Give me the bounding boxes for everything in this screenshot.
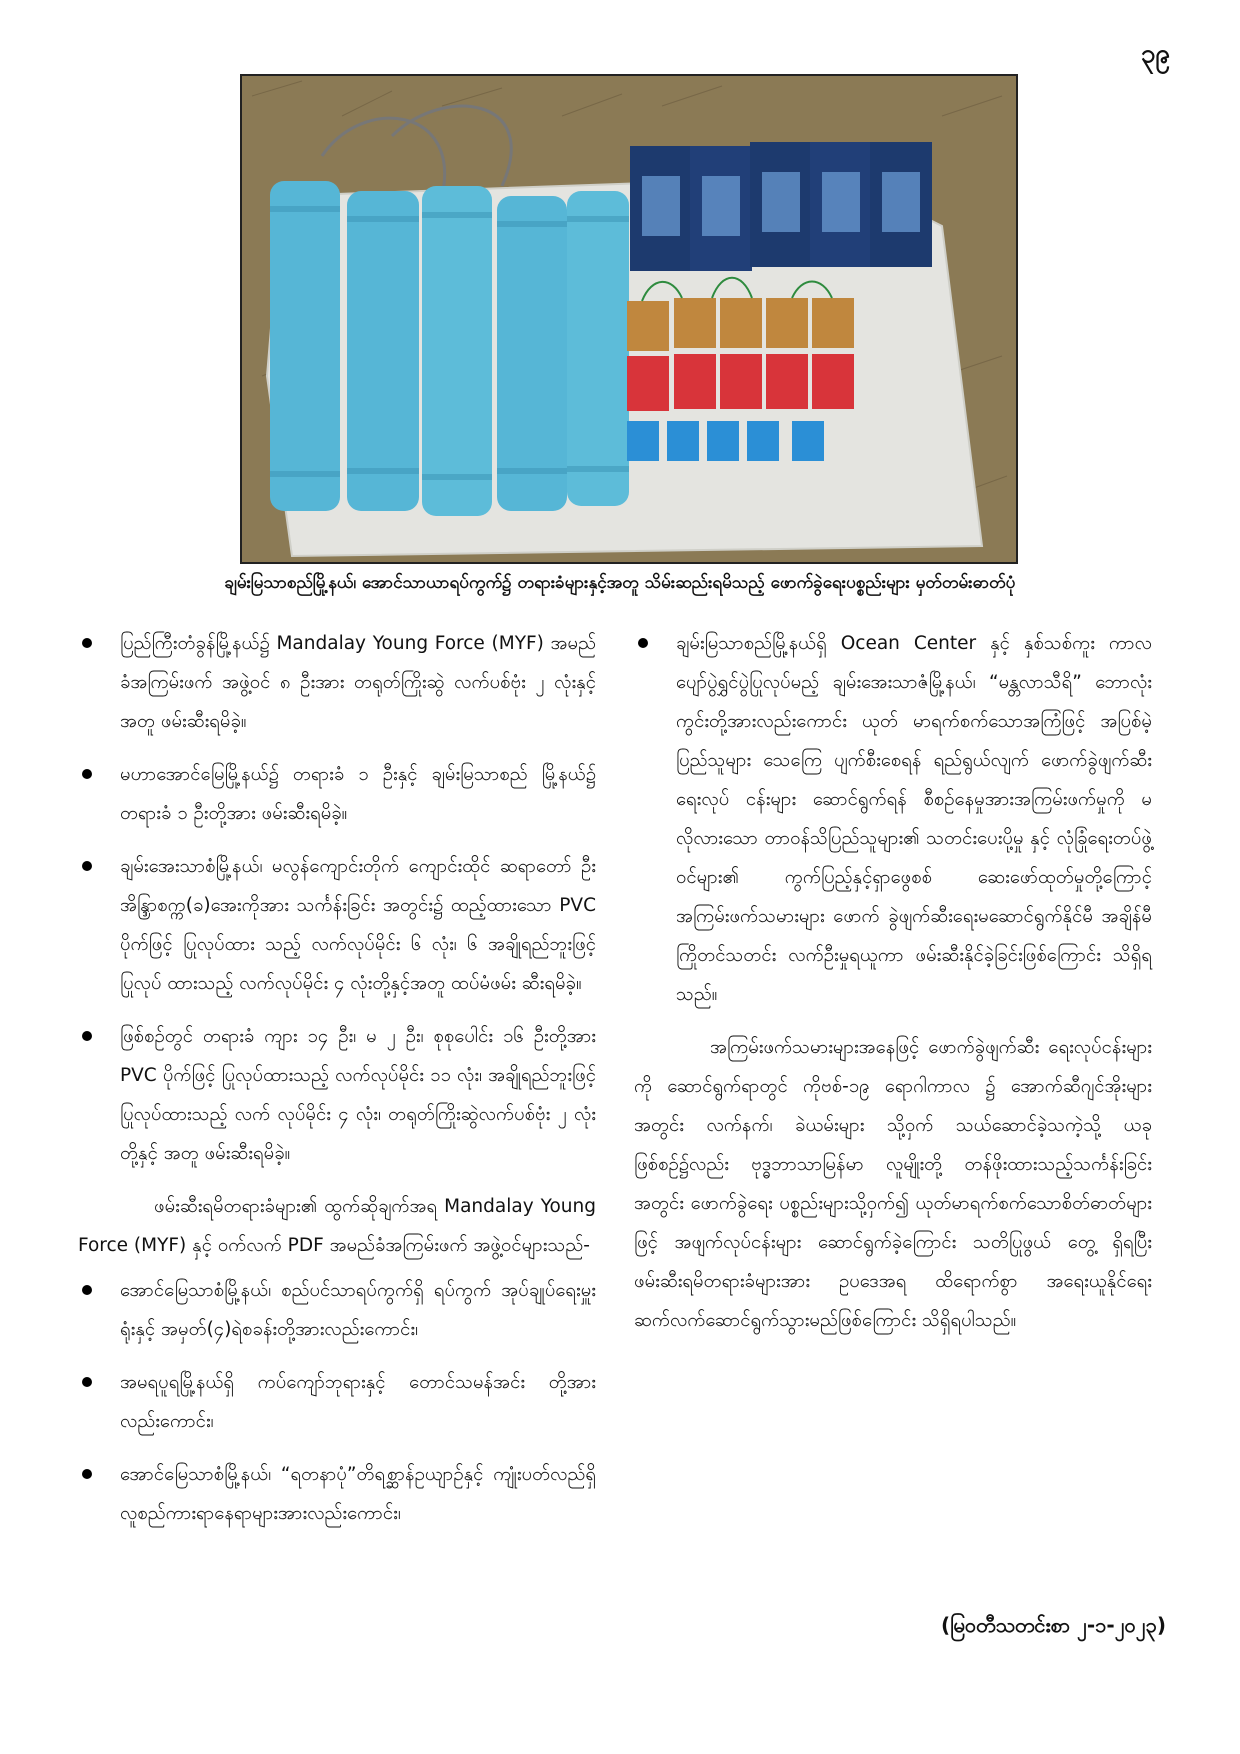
- phone-keypads: [627, 354, 854, 411]
- page-number: ၃၉: [1140, 39, 1170, 69]
- list-item: အောင်မြေသာစံမြို့နယ်၊ “ရတနာပုံ”တိရစ္ဆာန်ဥယျာဉ်နှင့် ကျုံးပတ်လည်ရှိလူစည်ကားရာနေရာများအားလည်းကောင်း၊: [78, 1455, 596, 1533]
- list-item: ဖြစ်စဉ်တွင် တရားခံ ကျား ၁၄ ဦး၊ မ ၂ ဦး၊ စုစုပေါင်း ၁၆ ဦးတို့အား PVC ပိုက်ဖြင့် ပြုလုပ်ထားသည့် လက်လုပ်မိုင်း ၁၁ လုံး၊ အချိုရည်ဘူးဖြင့် ပြုလုပ်ထားသည့် လက် လုပ်မိုင်း ၄ လုံး၊ တရုတ်ကြိုးဆွဲလက်ပစ်ဗုံး ၂ လုံးတို့နှင့် အတူ ဖမ်းဆီးရမိခဲ့။: [78, 1017, 596, 1173]
- list-item: အောင်မြေသာစံမြို့နယ်၊ စည်ပင်သာရပ်ကွက်ရှိ ရပ်ကွက် အုပ်ချုပ်ရေးမှူးရုံးနှင့် အမှတ်(၄)ရဲစခန်းတို့အားလည်းကောင်း၊: [78, 1271, 596, 1349]
- list-item: မဟာအောင်မြေမြို့နယ်၌ တရားခံ ၁ ဦးနှင့် ချမ်းမြသာစည် မြို့နယ်၌ တရားခံ ၁ ဦးတို့အား ဖမ်းဆီးရမိခဲ့။: [78, 755, 596, 833]
- evidence-photo: [240, 74, 1018, 564]
- list-item: အမရပူရမြို့နယ်ရှိ ကပ်ကျော်ဘုရားနှင့် တောင်သမန်အင်း တို့အားလည်းကောင်း၊: [78, 1363, 596, 1441]
- body-paragraph: အကြမ်းဖက်သမားများအနေဖြင့် ဖောက်ခွဲဖျက်ဆီး ရေးလုပ်ငန်းများကို ဆောင်ရွက်ရာတွင် ကိုဗစ်-၁၉ ရောဂါကာလ ၌ အောက်ဆီဂျင်အိုးများအတွင်း လက်နက်၊ ခဲယမ်းများ သို့ဝှက် သယ်ဆောင်ခဲ့သကဲ့သို့ ယခုဖြစ်စဉ်၌လည်း ဗုဒ္ဓဘာသာမြန်မာ လူမျိုးတို့ တန်ဖိုးထားသည့်သင်္ကန်းခြင်းအတွင်း ဖောက်ခွဲရေး ပစ္စည်းများသို့ဝှက်၍ ယုတ်မာရက်စက်သောစိတ်ဓာတ်များဖြင့် အဖျက်လုပ်ငန်းများ ဆောင်ရွက်ခဲ့ကြောင်း သတိပြုဖွယ် တွေ့ ရှိရပြီး ဖမ်းဆီးရမိတရားခံများအား ဥပဒေအရ ထိရောက်စွာ အရေးယူနိုင်ရေး ဆက်လက်ဆောင်ရွက်သွားမည်ဖြစ်ကြောင်း သိရှိရပါသည်။: [634, 1037, 1152, 1331]
- right-column: [634, 624, 1152, 1346]
- photo-caption: ချမ်းမြသာစည်မြို့နယ်၊ အောင်သာယာရပ်ကွက်၌ တရားခံများနှင့်အတူ သိမ်းဆည်းရမိသည့် ဖောက်ခွဲရေးပစ္စည်းများ မှတ်တမ်းဓာတ်ပုံ: [224, 573, 1016, 593]
- circuit-boards: [627, 298, 854, 351]
- source-citation: (မြဝတီသတင်းစာ ၂-၁-၂၀၂၃): [940, 1613, 1166, 1637]
- body-paragraph: ဖမ်းဆီးရမိတရားခံများ၏ ထွက်ဆိုချက်အရ Mandalay Young Force (MYF) နှင့် ဝက်လက် PDF အမည်ခံအကြမ်းဖက် အဖွဲ့ဝင်များသည်-: [78, 1196, 596, 1256]
- evidence-photo-illustration: [242, 76, 1016, 562]
- phone-boxes: [630, 142, 932, 271]
- list-item: ပြည်ကြီးတံခွန်မြို့နယ်၌ Mandalay Young Force (MYF) အမည်ခံအကြမ်းဖက် အဖွဲ့ဝင် ၈ ဦးအား တရုတ်ကြိုးဆွဲ လက်ပစ်ဗုံး ၂ လုံးနှင့်အတူ ဖမ်းဆီးရမိခဲ့။: [78, 624, 596, 741]
- sim-cards: [627, 421, 824, 461]
- pvc-pipes: [270, 181, 629, 516]
- list-item: ချမ်းမြသာစည်မြို့နယ်ရှိ Ocean Center နှင့် နှစ်သစ်ကူး ကာလ ပျော်ပွဲရွှင်ပွဲပြုလုပ်မည့် ချမ်းအေးသာဇံမြို့နယ်၊ “မန္တလာသီရိ” ဘောလုံးကွင်းတို့အားလည်းကောင်း ယုတ် မာရက်စက်သောအကြံဖြင့် အပြစ်မဲ့ပြည်သူများ သေကြေ ပျက်စီးစေရန် ရည်ရွယ်လျက် ဖောက်ခွဲဖျက်ဆီးရေးလုပ် ငန်းများ ဆောင်ရွက်ရန် စီစဉ်နေမှုအားအကြမ်းဖက်မှုကို မလိုလားသော တာဝန်သိပြည်သူများ၏ သတင်းပေးပို့မှု နှင့် လုံခြုံရေးတပ်ဖွဲ့ဝင်များ၏ ကွက်ပြည့်နှင့်ရှာဖွေစစ် ဆေးဖော်ထုတ်မှုတို့ကြောင့် အကြမ်းဖက်သမားများ ဖောက် ခွဲဖျက်ဆီးရေးမဆောင်ရွက်နိုင်မီ အချိန်မီ ကြိုတင်သတင်း လက်ဦးမှုရယူကာ ဖမ်းဆီးနိုင်ခဲ့ခြင်းဖြစ်ကြောင်း သိရှိရ သည်။: [634, 624, 1152, 1014]
- left-column: [78, 624, 596, 1547]
- list-item: ချမ်းအေးသာစံမြို့နယ်၊ မလွန်ကျောင်းတိုက် ကျောင်းထိုင် ဆရာတော် ဦးအိန္ဒြာစက္က(ခ)အေးကိုအား သင်္ကန်းခြင်း အတွင်း၌ ထည့်ထားသော PVC ပိုက်ဖြင့် ပြုလုပ်ထား သည့် လက်လုပ်မိုင်း ၆ လုံး၊ ၆ အချိုရည်ဘူးဖြင့် ပြုလုပ် ထားသည့် လက်လုပ်မိုင်း ၄ လုံးတို့နှင့်အတူ ထပ်မံဖမ်း ဆီးရမိခဲ့။: [78, 847, 596, 1003]
